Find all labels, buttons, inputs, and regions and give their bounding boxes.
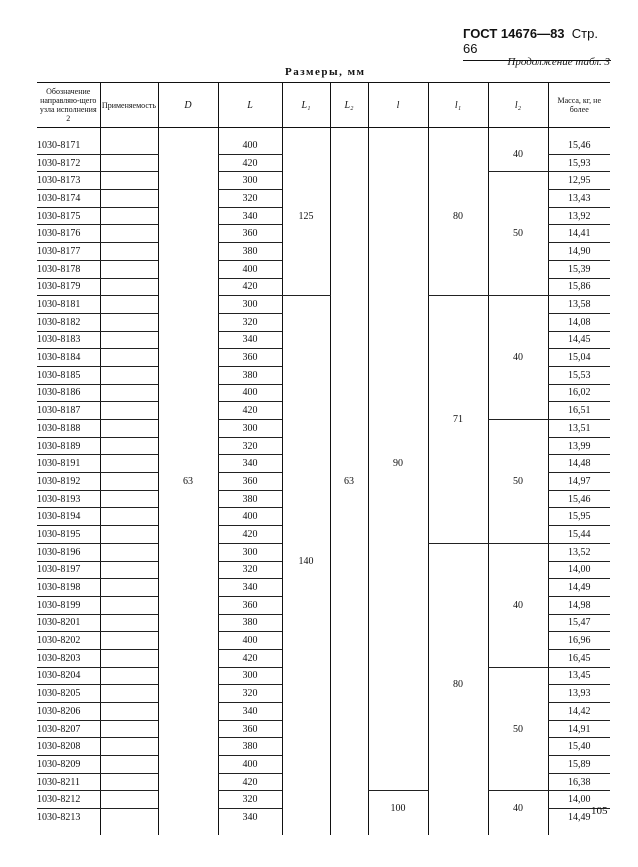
designation-cell: 1030-8175 xyxy=(37,207,100,225)
L-cell: 420 xyxy=(218,526,282,544)
applicability-cell xyxy=(100,596,158,614)
L-cell: 320 xyxy=(218,190,282,208)
applicability-cell xyxy=(100,154,158,172)
l2-cell: 50 xyxy=(488,667,548,791)
applicability-cell xyxy=(100,667,158,685)
l2-cell: 40 xyxy=(488,137,548,172)
l2-cell: 40 xyxy=(488,296,548,420)
col-mass: Масса, кг, не более xyxy=(548,83,610,128)
mass-cell: 14,42 xyxy=(548,703,610,721)
col-l: l xyxy=(368,83,428,128)
designation-cell: 1030-8204 xyxy=(37,667,100,685)
mass-cell: 13,92 xyxy=(548,207,610,225)
designation-cell: 1030-8213 xyxy=(37,811,81,823)
designation-cell: 1030-8194 xyxy=(37,508,100,526)
l2-cell: 40 xyxy=(488,543,548,667)
D-cell: 63 xyxy=(158,137,218,826)
mass-cell: 15,89 xyxy=(548,756,610,774)
l1-cell: 80 xyxy=(428,137,488,296)
applicability-cell xyxy=(100,260,158,278)
designation-cell: 1030-8174 xyxy=(37,190,100,208)
applicability-cell xyxy=(100,614,158,632)
l-cell: 90 xyxy=(368,137,428,791)
applicability-cell xyxy=(100,543,158,561)
L-cell: 420 xyxy=(218,773,282,791)
mass-cell: 14,45 xyxy=(548,331,610,349)
designation-cell: 1030-8191 xyxy=(37,455,100,473)
l1-cell: 80 xyxy=(428,543,488,826)
applicability-cell xyxy=(100,190,158,208)
mass-cell: 13,58 xyxy=(548,296,610,314)
applicability-cell xyxy=(100,384,158,402)
designation-cell: 1030-8202 xyxy=(37,632,100,650)
applicability-cell xyxy=(100,172,158,190)
designation-cell: 1030-8182 xyxy=(37,313,100,331)
mass-cell: 13,51 xyxy=(548,420,610,438)
L-cell: 420 xyxy=(218,649,282,667)
l2-cell: 40 xyxy=(488,791,548,826)
L-cell: 380 xyxy=(218,738,282,756)
mass-cell: 14,90 xyxy=(548,243,610,261)
L-cell: 400 xyxy=(218,260,282,278)
mass-cell: 13,52 xyxy=(548,543,610,561)
applicability-cell xyxy=(100,243,158,261)
mass-cell: 14,91 xyxy=(548,720,610,738)
mass-cell: 15,95 xyxy=(548,508,610,526)
applicability-cell xyxy=(100,685,158,703)
applicability-cell xyxy=(100,756,158,774)
designation-cell: 1030-8171 xyxy=(37,137,100,154)
L-cell: 300 xyxy=(218,420,282,438)
col-L1: L₁ xyxy=(282,83,330,128)
L-cell: 400 xyxy=(218,756,282,774)
designation-cell: 1030-8198 xyxy=(37,579,100,597)
col-L2: L₂ xyxy=(330,83,368,128)
mass-cell: 16,02 xyxy=(548,384,610,402)
designation-cell: 1030-8188 xyxy=(37,420,100,438)
L-cell: 340 xyxy=(218,809,282,826)
spacer-row xyxy=(37,128,610,138)
applicability-cell xyxy=(100,809,158,826)
L-cell: 320 xyxy=(218,685,282,703)
col-designation: Обозначение направляю-щего узла исполнения 2 xyxy=(37,83,100,128)
page-label: Стр. 66 xyxy=(463,26,598,56)
mass-cell: 14,41 xyxy=(548,225,610,243)
L-cell: 360 xyxy=(218,473,282,491)
applicability-cell xyxy=(100,296,158,314)
table-header xyxy=(37,83,610,128)
L-cell: 320 xyxy=(218,313,282,331)
dimensions-table xyxy=(37,82,610,835)
L-cell: 340 xyxy=(218,703,282,721)
applicability-cell xyxy=(100,473,158,491)
applicability-cell xyxy=(100,720,158,738)
L-cell: 320 xyxy=(218,437,282,455)
mass-cell: 13,43 xyxy=(548,190,610,208)
designation-cell: 1030-8176 xyxy=(37,225,100,243)
mass-cell: 12,95 xyxy=(548,172,610,190)
mass-cell: 14,97 xyxy=(548,473,610,491)
applicability-cell xyxy=(100,508,158,526)
mass-cell: 16,96 xyxy=(548,632,610,650)
designation-cell: 1030-8199 xyxy=(37,596,100,614)
designation-cell: 1030-8189 xyxy=(37,437,100,455)
L-cell: 420 xyxy=(218,154,282,172)
designation-cell: 1030-8192 xyxy=(37,473,100,491)
L1-cell: 140 xyxy=(282,296,330,826)
l2-cell: 50 xyxy=(488,172,548,296)
l2-cell: 50 xyxy=(488,420,548,544)
L1-cell: 125 xyxy=(282,137,330,296)
mass-cell: 15,93 xyxy=(548,154,610,172)
designation-cell: 1030-8186 xyxy=(37,384,100,402)
col-applicability: Применяемость xyxy=(100,83,158,128)
mass-cell: 14,98 xyxy=(548,596,610,614)
L-cell: 380 xyxy=(218,243,282,261)
designation-cell: 1030-8193 xyxy=(37,490,100,508)
designation-cell: 1030-8184 xyxy=(37,349,100,367)
applicability-cell xyxy=(100,791,158,809)
designation-cell: 1030-8183 xyxy=(37,331,100,349)
applicability-cell xyxy=(100,331,158,349)
mass-cell: 15,46 xyxy=(548,490,610,508)
col-L: L xyxy=(218,83,282,128)
mass-cell: 16,45 xyxy=(548,649,610,667)
designation-cell: 1030-8172 xyxy=(37,154,100,172)
L-cell: 300 xyxy=(218,296,282,314)
mass-cell: 15,46 xyxy=(548,137,610,154)
designation-cell: 1030-8197 xyxy=(37,561,100,579)
col-D: D xyxy=(158,83,218,128)
mass-cell: 15,39 xyxy=(548,260,610,278)
designation-cell: 1030-8179 xyxy=(37,278,100,296)
applicability-cell xyxy=(100,137,158,154)
applicability-cell xyxy=(100,579,158,597)
designation-cell: 1030-8177 xyxy=(37,243,100,261)
mass-cell: 15,47 xyxy=(548,614,610,632)
applicability-cell xyxy=(100,278,158,296)
applicability-cell xyxy=(100,455,158,473)
L-cell: 340 xyxy=(218,579,282,597)
designation-cell: 1030-8208 xyxy=(37,738,100,756)
mass-cell: 14,00 xyxy=(548,561,610,579)
L-cell: 400 xyxy=(218,137,282,154)
table-row xyxy=(37,137,610,154)
applicability-cell xyxy=(100,420,158,438)
applicability-cell xyxy=(100,207,158,225)
L-cell: 360 xyxy=(218,596,282,614)
dimensions-caption: Размеры, мм xyxy=(285,66,366,78)
l1-cell: 71 xyxy=(428,296,488,544)
designation-cell: 1030-8185 xyxy=(37,366,100,384)
mass-cell: 15,86 xyxy=(548,278,610,296)
mass-cell: 13,99 xyxy=(548,437,610,455)
L-cell: 380 xyxy=(218,366,282,384)
mass-cell: 16,38 xyxy=(548,773,610,791)
applicability-cell xyxy=(100,402,158,420)
applicability-cell xyxy=(100,703,158,721)
mass-cell: 15,53 xyxy=(548,366,610,384)
col-l1: l₁ xyxy=(428,83,488,128)
designation-cell: 1030-8187 xyxy=(37,402,100,420)
applicability-cell xyxy=(100,225,158,243)
L-cell: 320 xyxy=(218,791,282,809)
L2-cell: 63 xyxy=(330,137,368,826)
designation-cell: 1030-8212 xyxy=(37,791,100,809)
page-number: 105 xyxy=(591,805,608,817)
designation-cell: 1030-8206 xyxy=(37,703,100,721)
L-cell: 340 xyxy=(218,331,282,349)
L-cell: 300 xyxy=(218,667,282,685)
L-cell: 300 xyxy=(218,543,282,561)
L-cell: 380 xyxy=(218,614,282,632)
designation-cell: 1030-8178 xyxy=(37,260,100,278)
designation-cell: 1030-8181 xyxy=(37,296,100,314)
designation-cell: 1030-8207 xyxy=(37,720,100,738)
L-cell: 340 xyxy=(218,207,282,225)
designation-cell: 1030-8209 xyxy=(37,756,100,774)
applicability-cell xyxy=(100,632,158,650)
l-cell: 100 xyxy=(368,791,428,826)
designation-cell: 1030-8195 xyxy=(37,526,100,544)
mass-cell: 15,44 xyxy=(548,526,610,544)
applicability-cell xyxy=(100,561,158,579)
mass-cell: 15,40 xyxy=(548,738,610,756)
L-cell: 400 xyxy=(218,508,282,526)
standard-number: ГОСТ 14676—83 xyxy=(463,26,565,41)
applicability-cell xyxy=(100,738,158,756)
designation-cell: 1030-8205 xyxy=(37,685,100,703)
designation-cell: 1030-8173 xyxy=(37,172,100,190)
spacer-row xyxy=(37,826,610,835)
applicability-cell xyxy=(100,349,158,367)
L-cell: 400 xyxy=(218,632,282,650)
mass-cell: 14,48 xyxy=(548,455,610,473)
table-row xyxy=(37,296,610,314)
mass-cell: 15,04 xyxy=(548,349,610,367)
L-cell: 300 xyxy=(218,172,282,190)
L-cell: 420 xyxy=(218,402,282,420)
applicability-cell xyxy=(100,526,158,544)
designation-cell: 1030-8203 xyxy=(37,649,100,667)
L-cell: 320 xyxy=(218,561,282,579)
L-cell: 420 xyxy=(218,278,282,296)
L-cell: 340 xyxy=(218,455,282,473)
mass-cell: 14,00 xyxy=(548,791,610,809)
col-l2: l₂ xyxy=(488,83,548,128)
mass-cell: 14,49 xyxy=(548,809,610,826)
designation-cell: 1030-8211 xyxy=(37,773,100,791)
L-cell: 360 xyxy=(218,720,282,738)
designation-cell: 1030-8196 xyxy=(37,543,100,561)
L-cell: 360 xyxy=(218,349,282,367)
applicability-cell xyxy=(100,366,158,384)
applicability-cell xyxy=(100,490,158,508)
mass-cell: 14,49 xyxy=(548,579,610,597)
mass-cell: 16,51 xyxy=(548,402,610,420)
continuation-label: Продолжение табл. 3 xyxy=(507,56,610,68)
L-cell: 400 xyxy=(218,384,282,402)
applicability-cell xyxy=(100,313,158,331)
designation-cell: 1030-8201 xyxy=(37,614,100,632)
applicability-cell xyxy=(100,649,158,667)
L-cell: 380 xyxy=(218,490,282,508)
mass-cell: 13,45 xyxy=(548,667,610,685)
applicability-cell xyxy=(100,773,158,791)
L-cell: 360 xyxy=(218,225,282,243)
mass-cell: 14,08 xyxy=(548,313,610,331)
mass-cell: 13,93 xyxy=(548,685,610,703)
applicability-cell xyxy=(100,437,158,455)
